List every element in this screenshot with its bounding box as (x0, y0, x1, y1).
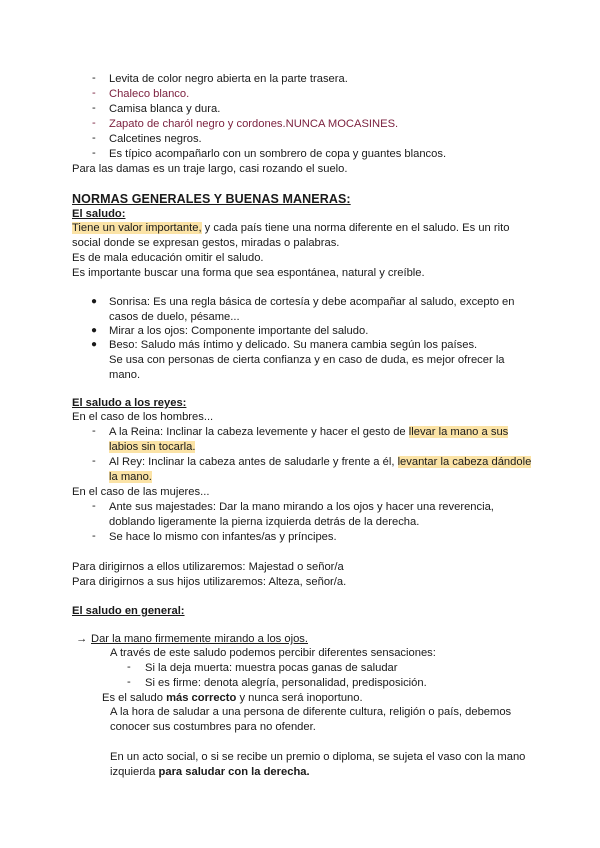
dress-item: Chaleco blanco. (109, 88, 190, 100)
dirigirnos-ellos: Para dirigirnos a ellos utilizaremos: Majestad o señor/a (72, 561, 344, 573)
ladies-line: Para las damas es un traje largo, casi rozando el suelo. (72, 163, 348, 175)
reina-item (109, 425, 508, 439)
bullet-sonrisa-cont: casos de duelo, pésame... (109, 311, 240, 323)
bullet-dot: ● (91, 296, 98, 307)
traves-line: A través de este saludo podemos percibir diferentes sensaciones: (110, 647, 436, 659)
acto-bold: para saludar con la derecha. (158, 766, 310, 778)
arrow-icon: → (76, 633, 88, 645)
reina-item-cont (109, 440, 195, 454)
list-dash: - (92, 530, 96, 542)
saludo-p3: Es importante buscar una forma que sea espontánea, natural y creíble. (72, 267, 425, 279)
list-dash: - (127, 676, 131, 688)
bullet-beso: Beso: Saludo más íntimo y delicado. Su manera cambia según los países. (109, 339, 478, 351)
list-dash: - (92, 132, 96, 144)
list-dash: - (92, 117, 96, 129)
list-dash: - (92, 102, 96, 114)
majestades-item: Ante sus majestades: Dar la mano mirando a los ojos y hacer una reverencia, (109, 501, 494, 513)
dress-item: Calcetines negros. (109, 133, 202, 145)
dress-item: Es típico acompañarlo con un sombrero de copa y guantes blancos. (109, 148, 447, 160)
majestades-item-cont: doblando ligeramente la pierna izquierda detrás de la derecha. (109, 516, 420, 528)
bullet-beso-cont: Se usa con personas de cierta confianza y en caso de duda, es mejor ofrecer la (109, 354, 505, 366)
firme-item: Si es firme: denota alegría, personalidad, predisposición. (145, 677, 427, 689)
highlight: llevar la mano a sus (408, 426, 509, 438)
highlight: levantar la cabeza dándole (397, 456, 532, 468)
bullet-mirar: Mirar a los ojos: Componente importante del saludo. (109, 325, 369, 337)
saludo-title: El saludo: (72, 208, 126, 220)
list-dash: - (92, 72, 96, 84)
rey-item-cont (109, 470, 152, 484)
correcto-pre: Es el saludo (102, 692, 167, 704)
highlight: Tiene un valor importante, (72, 222, 202, 234)
dar-mano: Dar la mano firmemente mirando a los ojos. (91, 633, 309, 645)
hora-line: A la hora de saludar a una persona de diferente cultura, religión o país, debemos (110, 706, 512, 718)
list-dash: - (92, 455, 96, 467)
dress-item: Zapato de charól negro y cordones.NUNCA MOCASINES. (109, 118, 399, 130)
list-dash: - (92, 500, 96, 512)
rey-text: Al Rey: Inclinar la cabeza antes de saludarle y frente a él, (109, 456, 398, 468)
muerta-item: Si la deja muerta: muestra pocas ganas de saludar (145, 662, 398, 674)
infantes-item: Se hace lo mismo con infantes/as y príncipes. (109, 531, 337, 543)
saludo-p1-rest: y cada país tiene una norma diferente en el saludo. Es un rito (201, 222, 510, 234)
correcto-line (102, 691, 363, 705)
highlight: la mano. (109, 471, 152, 483)
correcto-post: y nunca será inoportuno. (236, 692, 363, 704)
reina-text: A la Reina: Inclinar la cabeza levemente y hacer el gesto de (109, 426, 409, 438)
bullet-beso-cont2: mano. (109, 369, 141, 381)
general-title: El saludo en general: (72, 605, 185, 617)
saludo-p1 (72, 221, 509, 235)
section-title: NORMAS GENERALES Y BUENAS MANERAS: (72, 192, 351, 206)
dress-item: Camisa blanca y dura. (109, 103, 221, 115)
bullet-dot: ● (91, 325, 98, 336)
dress-item: Levita de color negro abierta en la parte trasera. (109, 73, 348, 85)
list-dash: - (92, 87, 96, 99)
list-dash: - (127, 661, 131, 673)
hombres-intro: En el caso de los hombres... (72, 411, 214, 423)
dirigirnos-hijos: Para dirigirnos a sus hijos utilizaremos: Alteza, señor/a. (72, 576, 347, 588)
list-dash: - (92, 425, 96, 437)
hora-line-cont: conocer sus costumbres para no ofender. (110, 721, 316, 733)
acto-line: En un acto social, o si se recibe un premio o diploma, se sujeta el vaso con la mano (110, 751, 526, 763)
saludo-p2: Es de mala educación omitir el saludo. (72, 252, 264, 264)
reyes-title: El saludo a los reyes: (72, 397, 187, 409)
highlight: labios sin tocarla. (109, 441, 196, 453)
mujeres-intro: En el caso de las mujeres... (72, 486, 210, 498)
bullet-dot: ● (91, 339, 98, 350)
list-dash: - (92, 147, 96, 159)
acto-line-cont (110, 765, 310, 779)
bullet-sonrisa: Sonrisa: Es una regla básica de cortesía y debe acompañar al saludo, excepto en (109, 296, 515, 308)
acto-pre: izquierda (110, 766, 159, 778)
saludo-p1-line2: social donde se expresan gestos, miradas o palabras. (72, 237, 340, 249)
correcto-bold: más correcto (166, 692, 237, 704)
rey-item (109, 455, 531, 469)
